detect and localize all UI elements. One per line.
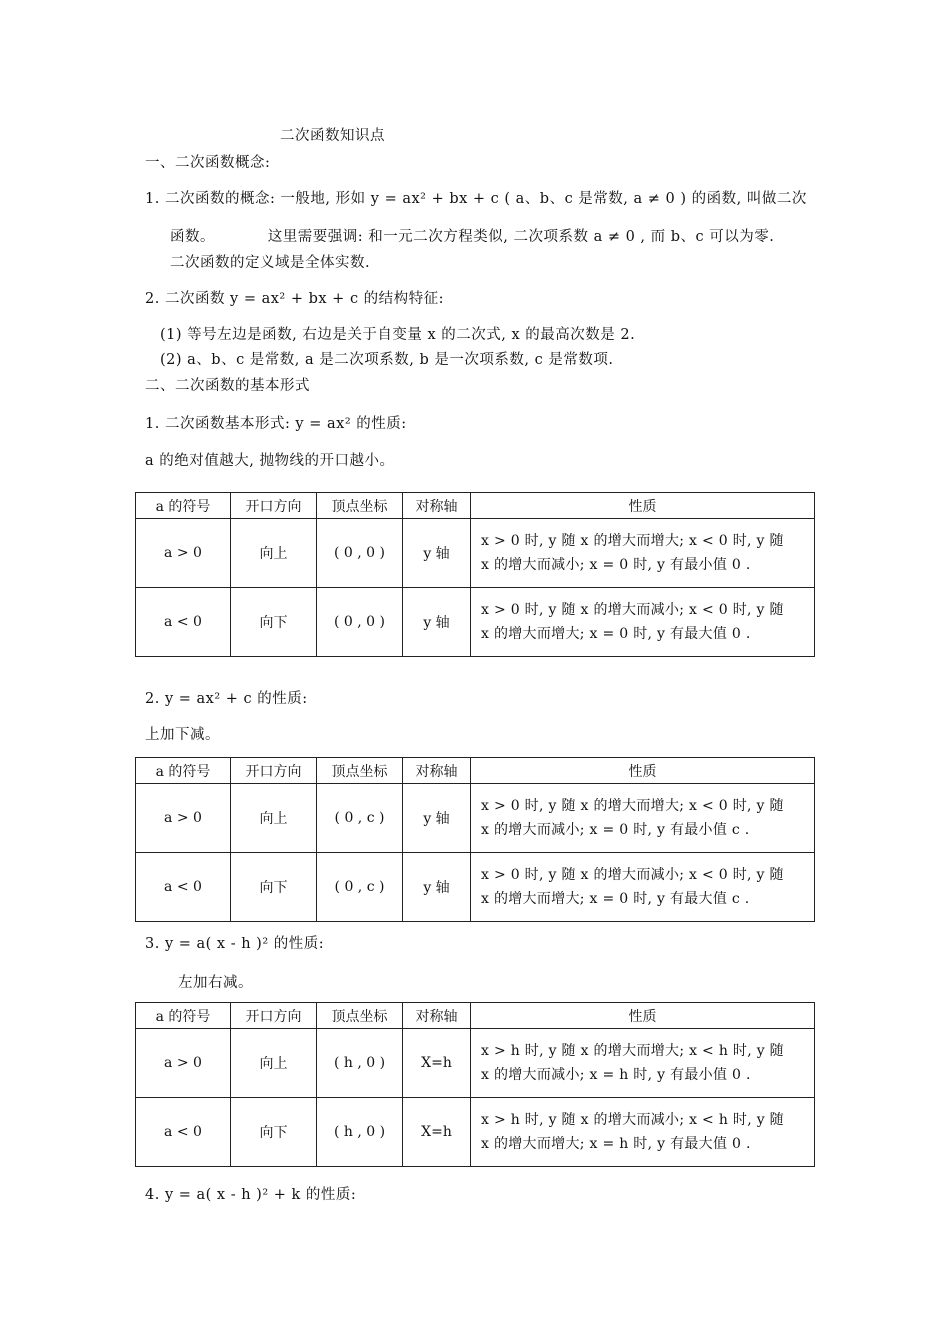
item1-line3: 二次函数的定义域是全体实数. bbox=[170, 255, 371, 271]
header-property: 性质 bbox=[471, 1003, 815, 1029]
item1-line1: 1. 二次函数的概念: 一般地, 形如 y = ax² + bx + c ( a、b、c 是常数, a ≠ 0 ) 的函数, 叫做二次 bbox=[145, 191, 807, 207]
header-sign: a 的符号 bbox=[136, 1003, 231, 1029]
table-row bbox=[136, 1098, 815, 1167]
header-direction: 开口方向 bbox=[231, 1003, 317, 1029]
cell-vertex: ( h , 0 ) bbox=[317, 1098, 403, 1167]
cell-axis: y 轴 bbox=[403, 784, 471, 853]
header-axis: 对称轴 bbox=[403, 493, 471, 519]
cell-vertex: ( 0 , c ) bbox=[317, 784, 403, 853]
cell-direction: 向上 bbox=[231, 1029, 317, 1098]
form1-note: a 的绝对值越大, 抛物线的开口越小。 bbox=[145, 453, 395, 469]
cell-axis: X=h bbox=[403, 1098, 471, 1167]
item2-sub2: (2) a、b、c 是常数, a 是二次项系数, b 是一次项系数, c 是常数项. bbox=[160, 352, 614, 368]
section1-heading: 一、二次函数概念: bbox=[145, 155, 271, 171]
cell-direction: 向上 bbox=[231, 519, 317, 588]
cell-sign: a < 0 bbox=[136, 1098, 231, 1167]
item2-sub1: (1) 等号左边是函数, 右边是关于自变量 x 的二次式, x 的最高次数是 2. bbox=[160, 327, 636, 343]
header-direction: 开口方向 bbox=[231, 493, 317, 519]
header-vertex: 顶点坐标 bbox=[317, 758, 403, 784]
table-header-row bbox=[136, 493, 815, 519]
form2-table bbox=[135, 757, 815, 922]
form3-heading: 3. y = a( x - h )² 的性质: bbox=[145, 936, 325, 952]
cell-direction: 向上 bbox=[231, 784, 317, 853]
table-row bbox=[136, 519, 815, 588]
cell-direction: 向下 bbox=[231, 853, 317, 922]
cell-sign: a < 0 bbox=[136, 853, 231, 922]
cell-axis: y 轴 bbox=[403, 588, 471, 657]
header-property: 性质 bbox=[471, 493, 815, 519]
cell-sign: a < 0 bbox=[136, 588, 231, 657]
header-vertex: 顶点坐标 bbox=[317, 493, 403, 519]
cell-property: x > h 时, y 随 x 的增大而增大; x < h 时, y 随 x 的增大而减小; x = h 时, y 有最小值 0 . bbox=[471, 1029, 815, 1098]
document-title: 二次函数知识点 bbox=[280, 128, 385, 144]
item1-line2: 函数。 这里需要强调: 和一元二次方程类似, 二次项系数 a ≠ 0 , 而 b、c 可以为零. bbox=[170, 229, 775, 245]
header-direction: 开口方向 bbox=[231, 758, 317, 784]
cell-direction: 向下 bbox=[231, 588, 317, 657]
form1-table bbox=[135, 492, 815, 657]
item2-heading: 2. 二次函数 y = ax² + bx + c 的结构特征: bbox=[145, 291, 445, 307]
header-axis: 对称轴 bbox=[403, 758, 471, 784]
section2-heading: 二、二次函数的基本形式 bbox=[145, 378, 310, 394]
header-sign: a 的符号 bbox=[136, 758, 231, 784]
cell-property: x > 0 时, y 随 x 的增大而减小; x < 0 时, y 随 x 的增大而增大; x = 0 时, y 有最大值 c . bbox=[471, 853, 815, 922]
header-sign: a 的符号 bbox=[136, 493, 231, 519]
table-row bbox=[136, 588, 815, 657]
cell-property: x > h 时, y 随 x 的增大而减小; x < h 时, y 随 x 的增大而增大; x = h 时, y 有最大值 0 . bbox=[471, 1098, 815, 1167]
table-header-row bbox=[136, 1003, 815, 1029]
form2-heading: 2. y = ax² + c 的性质: bbox=[145, 691, 308, 707]
cell-sign: a > 0 bbox=[136, 1029, 231, 1098]
form3-table bbox=[135, 1002, 815, 1167]
header-axis: 对称轴 bbox=[403, 1003, 471, 1029]
cell-property: x > 0 时, y 随 x 的增大而减小; x < 0 时, y 随 x 的增大而增大; x = 0 时, y 有最大值 0 . bbox=[471, 588, 815, 657]
form1-heading: 1. 二次函数基本形式: y = ax² 的性质: bbox=[145, 416, 407, 432]
form4-heading: 4. y = a( x - h )² + k 的性质: bbox=[145, 1187, 357, 1203]
cell-vertex: ( 0 , 0 ) bbox=[317, 519, 403, 588]
cell-vertex: ( h , 0 ) bbox=[317, 1029, 403, 1098]
cell-property: x > 0 时, y 随 x 的增大而增大; x < 0 时, y 随 x 的增大而减小; x = 0 时, y 有最小值 c . bbox=[471, 784, 815, 853]
cell-sign: a > 0 bbox=[136, 784, 231, 853]
cell-vertex: ( 0 , 0 ) bbox=[317, 588, 403, 657]
table-header-row bbox=[136, 758, 815, 784]
cell-vertex: ( 0 , c ) bbox=[317, 853, 403, 922]
cell-axis: X=h bbox=[403, 1029, 471, 1098]
cell-axis: y 轴 bbox=[403, 853, 471, 922]
header-property: 性质 bbox=[471, 758, 815, 784]
cell-property: x > 0 时, y 随 x 的增大而增大; x < 0 时, y 随 x 的增大而减小; x = 0 时, y 有最小值 0 . bbox=[471, 519, 815, 588]
header-vertex: 顶点坐标 bbox=[317, 1003, 403, 1029]
form2-note: 上加下减。 bbox=[145, 727, 220, 743]
table-row bbox=[136, 853, 815, 922]
cell-direction: 向下 bbox=[231, 1098, 317, 1167]
cell-sign: a > 0 bbox=[136, 519, 231, 588]
table-row bbox=[136, 1029, 815, 1098]
form3-note: 左加右减。 bbox=[178, 975, 253, 991]
table-row bbox=[136, 784, 815, 853]
cell-axis: y 轴 bbox=[403, 519, 471, 588]
